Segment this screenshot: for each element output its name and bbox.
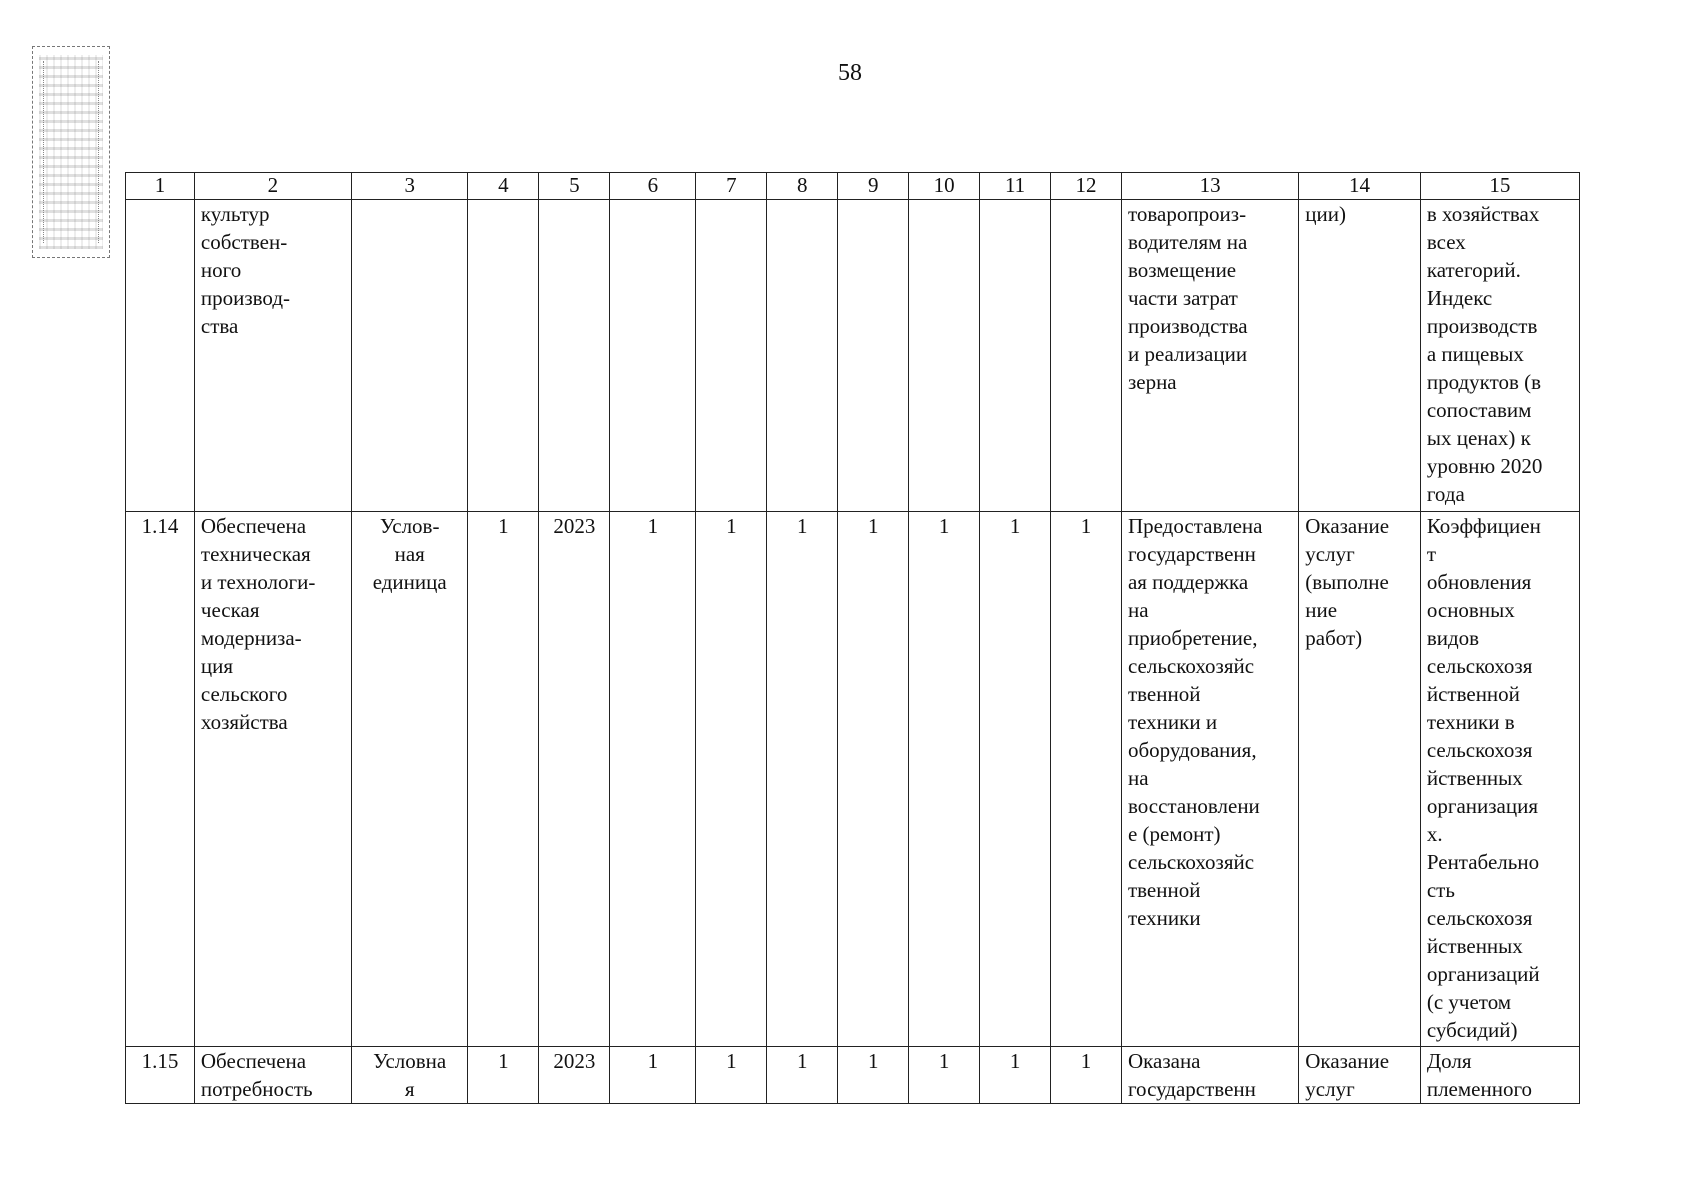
- header-col-14: 14: [1299, 173, 1421, 200]
- cell-result: Обеспечена потребность: [194, 1046, 351, 1103]
- archive-stamp: [32, 46, 110, 258]
- cell-type: Оказание услуг: [1299, 1046, 1421, 1103]
- cell-type: Оказание услуг (выполне ние работ): [1299, 512, 1421, 1047]
- cell-col-7: [696, 200, 767, 512]
- cell-col-6: [610, 200, 696, 512]
- cell-description: Оказана государственн: [1121, 1046, 1298, 1103]
- header-col-15: 15: [1420, 173, 1579, 200]
- cell-description: Предоставлена государственн ая поддержка на приобретение, сельскохозяйс твенной техники и оборудования, на восстановлени е (ремонт) сельскохозяйс твенной техники: [1121, 512, 1298, 1047]
- cell-col-4: [468, 200, 539, 512]
- cell-indicator: в хозяйствах всех категорий. Индекс производств а пищевых продуктов (в сопоставим ых ценах) к уровню 2020 года: [1420, 200, 1579, 512]
- table-row: [126, 200, 1580, 512]
- cell-col-4: 1: [468, 512, 539, 1047]
- page-number: 58: [838, 60, 862, 86]
- cell-col-8: 1: [767, 512, 838, 1047]
- header-col-11: 11: [980, 173, 1051, 200]
- cell-unit: Услов- ная единица: [351, 512, 468, 1047]
- cell-col-11: 1: [980, 1046, 1051, 1103]
- header-col-1: 1: [126, 173, 195, 200]
- cell-indicator: Доля племенного: [1420, 1046, 1579, 1103]
- header-col-6: 6: [610, 173, 696, 200]
- header-col-12: 12: [1051, 173, 1122, 200]
- cell-col-8: [767, 200, 838, 512]
- cell-col-9: [838, 200, 909, 512]
- cell-col-11: [980, 200, 1051, 512]
- table-row: [126, 1046, 1580, 1103]
- header-col-8: 8: [767, 173, 838, 200]
- stamp-lines: [43, 61, 99, 243]
- cell-col-8: 1: [767, 1046, 838, 1103]
- cell-col-5: 2023: [539, 1046, 610, 1103]
- cell-col-5: 2023: [539, 512, 610, 1047]
- cell-number: 1.14: [126, 512, 195, 1047]
- cell-col-6: 1: [610, 1046, 696, 1103]
- cell-indicator: Коэффициен т обновления основных видов сельскохозя йственной техники в сельскохозя йственных организация х. Рентабельно сть сельскохозя йственных организаций (с учетом субсидий): [1420, 512, 1579, 1047]
- cell-unit: Условна я: [351, 1046, 468, 1103]
- cell-number: [126, 200, 195, 512]
- cell-col-4: 1: [468, 1046, 539, 1103]
- cell-col-12: 1: [1051, 1046, 1122, 1103]
- header-col-13: 13: [1121, 173, 1298, 200]
- cell-number: 1.15: [126, 1046, 195, 1103]
- header-col-7: 7: [696, 173, 767, 200]
- cell-col-7: 1: [696, 512, 767, 1047]
- cell-description: товаропроиз- водителям на возмещение части затрат производства и реализации зерна: [1121, 200, 1298, 512]
- cell-col-9: 1: [838, 512, 909, 1047]
- header-col-2: 2: [194, 173, 351, 200]
- cell-col-12: 1: [1051, 512, 1122, 1047]
- cell-result: Обеспечена техническая и технологи- ческая модерниза- ция сельского хозяйства: [194, 512, 351, 1047]
- cell-col-12: [1051, 200, 1122, 512]
- cell-type: ции): [1299, 200, 1421, 512]
- cell-col-10: 1: [909, 512, 980, 1047]
- cell-col-6: 1: [610, 512, 696, 1047]
- header-col-5: 5: [539, 173, 610, 200]
- cell-col-5: [539, 200, 610, 512]
- cell-col-10: [909, 200, 980, 512]
- header-col-4: 4: [468, 173, 539, 200]
- data-table: [125, 172, 1580, 1104]
- cell-col-7: 1: [696, 1046, 767, 1103]
- header-col-10: 10: [909, 173, 980, 200]
- cell-col-10: 1: [909, 1046, 980, 1103]
- table-row: [126, 512, 1580, 1047]
- header-row: [126, 173, 1580, 200]
- cell-col-11: 1: [980, 512, 1051, 1047]
- cell-unit: [351, 200, 468, 512]
- header-col-9: 9: [838, 173, 909, 200]
- cell-result: культур собствен- ного производ- ства: [194, 200, 351, 512]
- header-col-3: 3: [351, 173, 468, 200]
- cell-col-9: 1: [838, 1046, 909, 1103]
